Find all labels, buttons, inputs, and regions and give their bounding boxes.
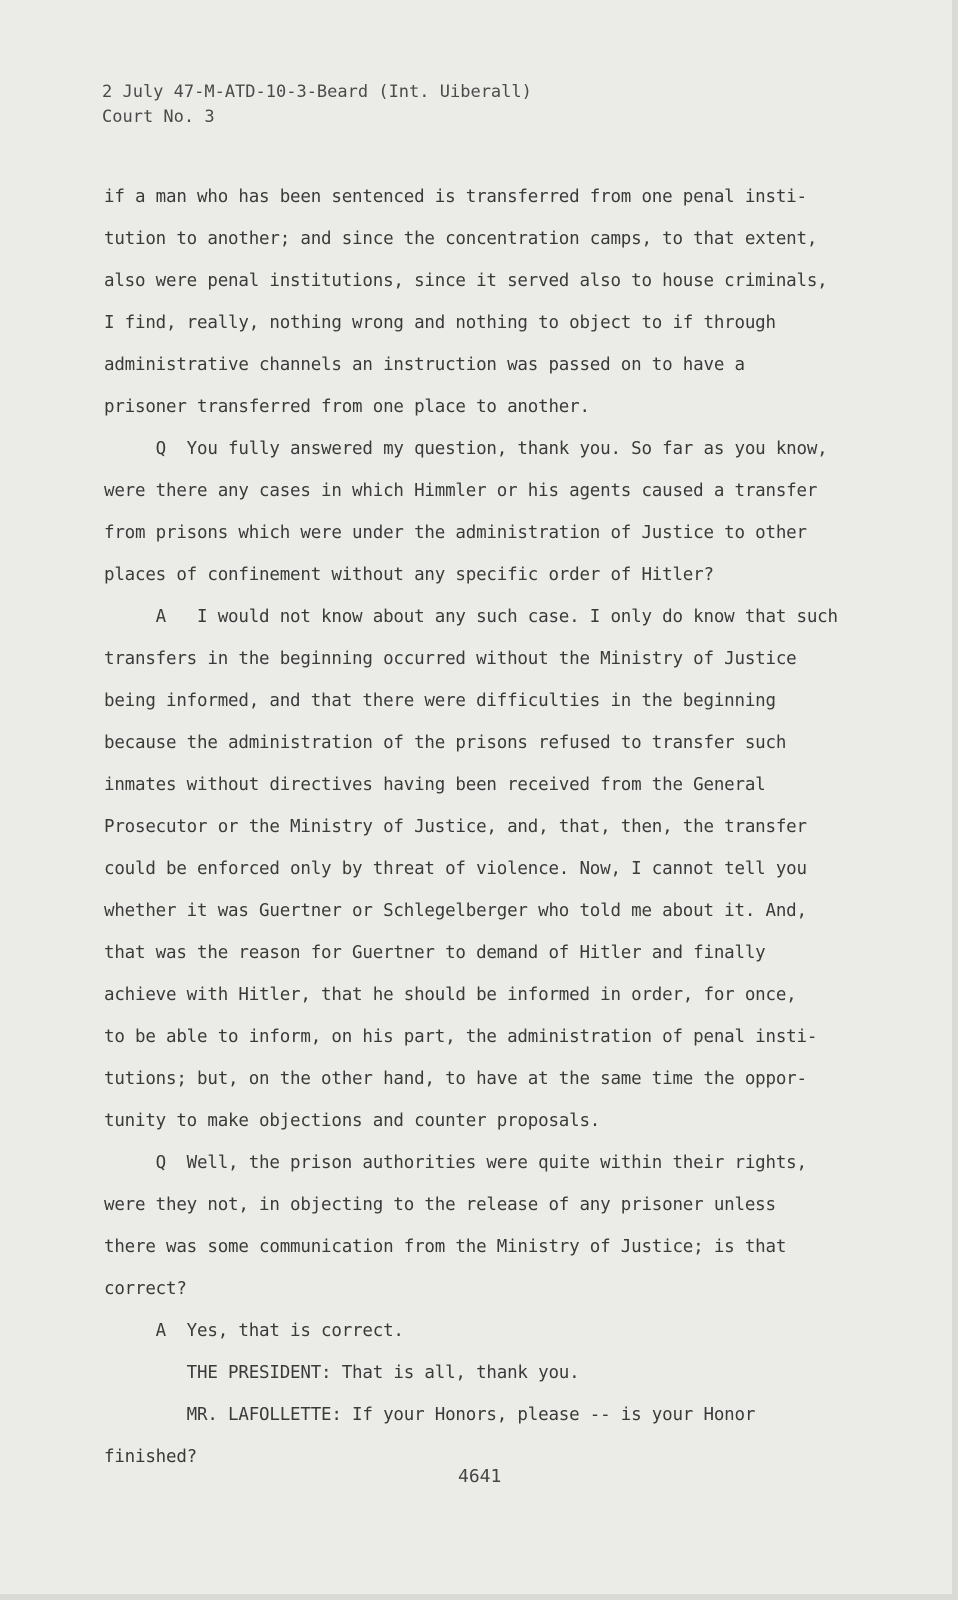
text-line: also were penal institutions, since it served also to house criminals, bbox=[104, 271, 828, 291]
text-line: places of confinement without any specific order of Hitler? bbox=[104, 565, 714, 585]
text-line: could be enforced only by threat of violence. Now, I cannot tell you bbox=[104, 859, 807, 879]
text-line: MR. LAFOLLETTE: If your Honors, please -- is your Honor bbox=[104, 1405, 756, 1425]
text-line: correct? bbox=[104, 1279, 187, 1299]
text-line: I find, really, nothing wrong and nothing to object to if through bbox=[104, 313, 776, 333]
text-line: because the administration of the prisons refused to transfer such bbox=[104, 733, 787, 753]
text-line: A Yes, that is correct. bbox=[104, 1321, 404, 1341]
page-number: 4641 bbox=[458, 1466, 502, 1487]
text-line: tution to another; and since the concentration camps, to that extent, bbox=[104, 229, 818, 249]
text-line: whether it was Guertner or Schlegelberger who told me about it. And, bbox=[104, 901, 807, 921]
text-line: from prisons which were under the administration of Justice to other bbox=[104, 523, 807, 543]
text-line: that was the reason for Guertner to demand of Hitler and finally bbox=[104, 943, 766, 963]
text-line: Q You fully answered my question, thank you. So far as you know, bbox=[104, 439, 828, 459]
text-line: if a man who has been sentenced is transferred from one penal insti- bbox=[104, 187, 807, 207]
text-line: Q Well, the prison authorities were quite within their rights, bbox=[104, 1153, 807, 1173]
text-line: A I would not know about any such case. I only do know that such bbox=[104, 607, 838, 627]
text-line: being informed, and that there were difficulties in the beginning bbox=[104, 691, 776, 711]
text-line: tunity to make objections and counter proposals. bbox=[104, 1111, 601, 1131]
text-line: THE PRESIDENT: That is all, thank you. bbox=[104, 1363, 580, 1383]
transcript-body bbox=[104, 176, 838, 1478]
text-line: tutions; but, on the other hand, to have at the same time the oppor- bbox=[104, 1069, 807, 1089]
text-line: administrative channels an instruction was passed on to have a bbox=[104, 355, 745, 375]
text-line: Prosecutor or the Ministry of Justice, and, that, then, the transfer bbox=[104, 817, 807, 837]
text-line: transfers in the beginning occurred without the Ministry of Justice bbox=[104, 649, 797, 669]
header-line-1: 2 July 47-M-ATD-10-3-Beard (Int. Uiberall) bbox=[102, 82, 532, 102]
page-header bbox=[102, 80, 532, 130]
text-line: finished? bbox=[104, 1447, 198, 1467]
text-line: were there any cases in which Himmler or his agents caused a transfer bbox=[104, 481, 818, 501]
header-line-2: Court No. 3 bbox=[102, 107, 215, 127]
text-line: to be able to inform, on his part, the administration of penal insti- bbox=[104, 1027, 818, 1047]
text-line: inmates without directives having been received from the General bbox=[104, 775, 766, 795]
text-line: were they not, in objecting to the release of any prisoner unless bbox=[104, 1195, 776, 1215]
text-line: there was some communication from the Ministry of Justice; is that bbox=[104, 1237, 787, 1257]
text-line: achieve with Hitler, that he should be informed in order, for once, bbox=[104, 985, 797, 1005]
text-line: prisoner transferred from one place to another. bbox=[104, 397, 590, 417]
